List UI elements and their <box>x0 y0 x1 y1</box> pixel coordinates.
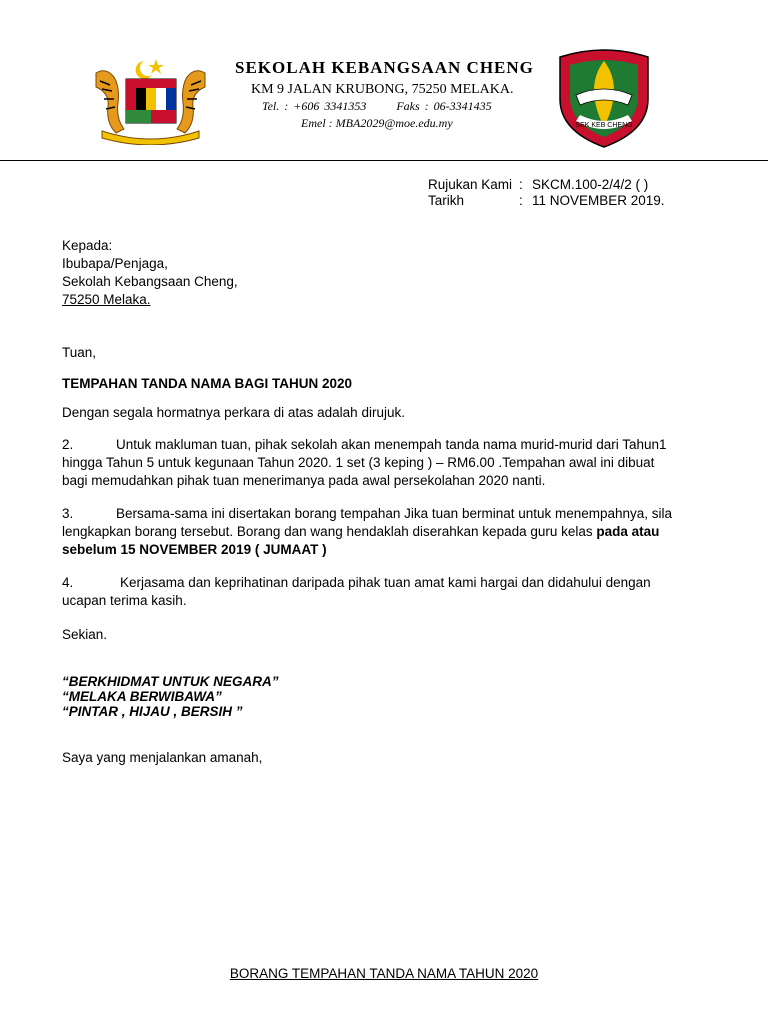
form-title: BORANG TEMPAHAN TANDA NAMA TAHUN 2020 <box>229 966 539 981</box>
tarikh-value: 11 NOVEMBER 2019. <box>532 193 665 208</box>
subject-heading: TEMPAHAN TANDA NAMA BAGI TAHUN 2020 <box>62 376 353 391</box>
email-address: MBA2029@moe.edu.my <box>335 116 453 130</box>
tarikh-colon: : <box>519 193 523 208</box>
recipient-line-3: 75250 Melaka. <box>62 292 151 307</box>
paragraph-3-line-1 <box>62 506 672 521</box>
paragraph-2-line-3: bagi memudahkan pihak tuan menerimanya pada awal persekolahan 2020 nanti. <box>62 473 546 488</box>
paragraph-2-number: 2. <box>62 437 74 452</box>
school-crest-logo <box>556 47 652 149</box>
intro-paragraph: Dengan segala hormatnya perkara di atas adalah dirujuk. <box>62 405 405 420</box>
salutation: Tuan, <box>62 345 97 360</box>
rujukan-value: SKCM.100-2/4/2 ( ) <box>532 177 649 192</box>
motto-1: “BERKHIDMAT UNTUK NEGARA” <box>62 674 279 689</box>
paragraph-4-line-1 <box>62 575 651 590</box>
tarikh-label: Tarikh <box>428 193 465 208</box>
paragraph-3-deadline-part-2: sebelum 15 NOVEMBER 2019 ( JUMAAT ) <box>62 542 327 557</box>
fax-label: Faks : <box>396 99 429 113</box>
rujukan-colon: : <box>519 177 523 192</box>
email-label: Emel : <box>301 116 333 130</box>
school-name: SEKOLAH KEBANGSAAN CHENG <box>235 58 534 77</box>
tel-label: Tel. : <box>262 99 289 113</box>
header-divider <box>0 160 768 161</box>
malaysia-coat-of-arms-logo <box>88 55 213 145</box>
paragraph-3-number: 3. <box>62 506 74 521</box>
motto-2: “MELAKA BERWIBAWA” <box>62 689 222 704</box>
crest-school-text: SEK KEB CHENG <box>575 122 633 129</box>
motto-3: “PINTAR , HIJAU , BERSIH ” <box>62 704 243 719</box>
tel-number: +606 3341353 <box>293 99 367 113</box>
paragraph-3-text-1: Bersama-sama ini disertakan borang tempahan Jika tuan berminat untuk menempahnya, sila <box>116 506 673 521</box>
closing: Sekian. <box>62 627 108 642</box>
paragraph-3-line-2 <box>62 524 659 539</box>
kepada-label: Kepada: <box>62 238 113 253</box>
paragraph-4-text-1: Kerjasama dan keprihatinan daripada pihak tuan amat kami hargai dan didahului dengan <box>120 575 651 590</box>
paragraph-2-text-1: Untuk makluman tuan, pihak sekolah akan menempah tanda nama murid-murid dari Tahun1 <box>116 437 667 452</box>
recipient-line-2: Sekolah Kebangsaan Cheng, <box>62 274 238 289</box>
fax-number: 06-3341435 <box>433 99 492 113</box>
paragraph-2-line-2: hingga Tahun 5 untuk kegunaan Tahun 2020. 1 set (3 keping ) – RM6.00 .Tempahan awal ini dibuat <box>62 455 655 470</box>
recipient-line-1: Ibubapa/Penjaga, <box>62 256 168 271</box>
rujukan-label: Rujukan Kami <box>428 177 513 192</box>
signoff: Saya yang menjalankan amanah, <box>62 750 263 765</box>
paragraph-4-number: 4. <box>62 575 74 590</box>
paragraph-3-deadline-part-1: pada atau <box>596 524 660 539</box>
paragraph-2-line-1 <box>62 437 667 452</box>
paragraph-4-line-2: ucapan terima kasih. <box>62 593 187 608</box>
school-address: KM 9 JALAN KRUBONG, 75250 MELAKA. <box>251 82 514 97</box>
school-email <box>301 116 453 131</box>
paragraph-3-text-2: lengkapkan borang tersebut. Borang dan wang hendaklah diserahkan kepada guru kelas <box>62 524 597 539</box>
school-contact <box>262 99 492 114</box>
